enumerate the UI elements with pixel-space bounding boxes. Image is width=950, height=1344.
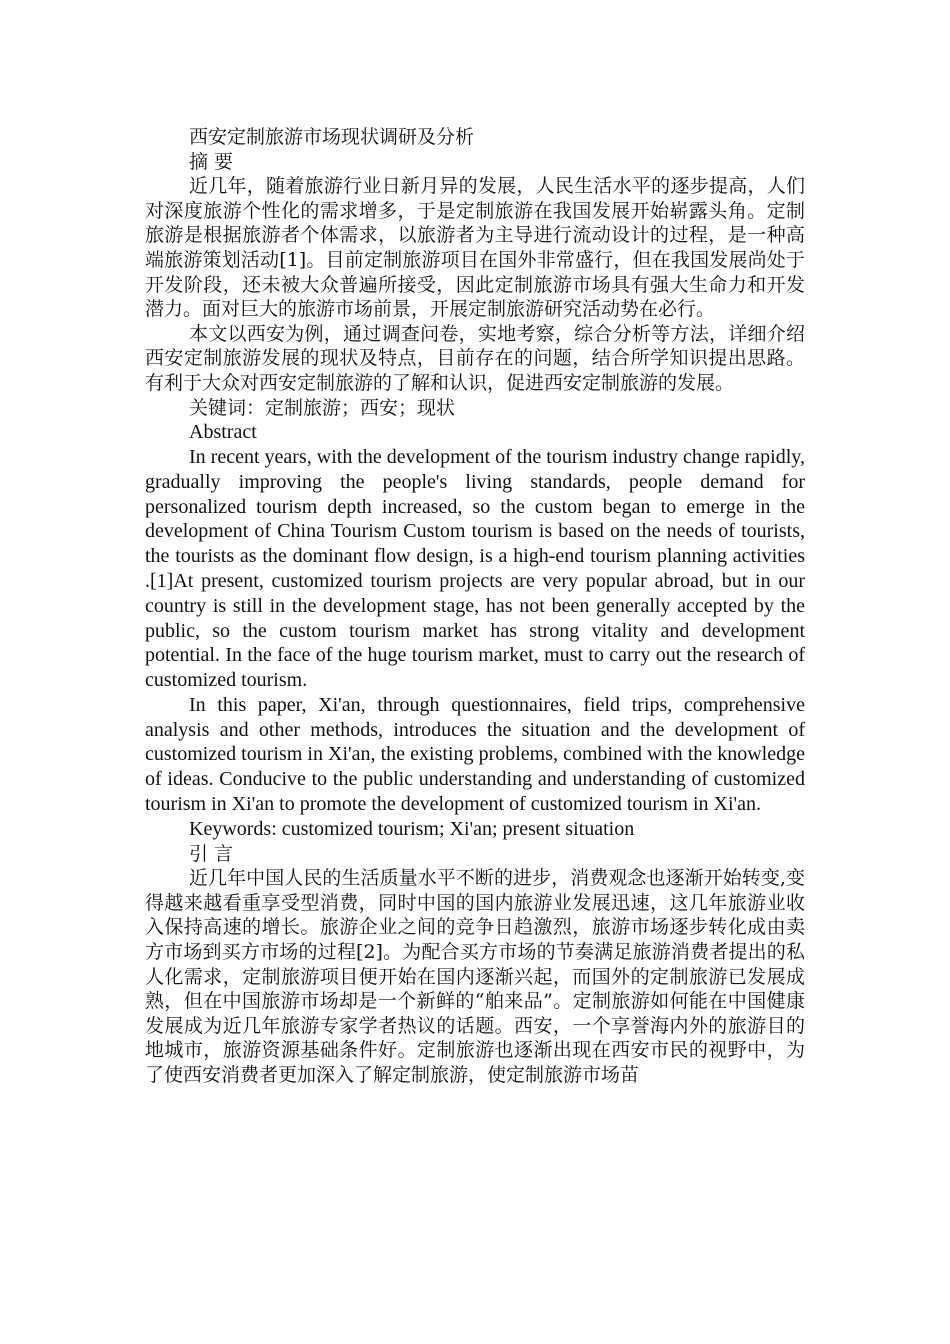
abstract-en-paragraph-1: In recent years, with the development of the tourism industry change rapidly, gradually improving the people's living standards, people demand for personalized tourism depth increased, so the custom began to emerge in the development of China Tourism Custom tourism is based on the needs of tourists, the tourists as the dominant flow design, is a high-end tourism planning activities .[1]At present, customized tourism projects are very popular abroad, but in our country is still in the development stage, has not been generally accepted by the public, so the custom tourism market has strong vitality and development potential. In the face of the huge tourism market, must to carry out the research of customized tourism.: [145, 445, 805, 692]
introduction-heading: 引 言: [189, 842, 234, 865]
keywords-cn: 关键词：定制旅游；西安；现状: [189, 396, 456, 419]
abstract-heading-en: Abstract: [189, 421, 257, 444]
introduction-paragraph-1: 近几年中国人民的生活质量水平不断的进步，消费观念也逐渐开始转变,变得越来越看重享受型消费，同时中国的国内旅游业发展迅速，这几年旅游业收入保持高速的增长。旅游企业之间的竞争日趋激烈，旅游市场逐步转化成由卖方市场到买方市场的过程[2]。为配合买方市场的节奏满足旅游消费者提出的私人化需求，定制旅游项目便开始在国内逐渐兴起，而国外的定制旅游已发展成熟，但在中国旅游市场却是一个新鲜的“舶来品”。定制旅游如何能在中国健康发展成为近几年旅游专家学者热议的话题。西安，一个享誉海内外的旅游目的地城市，旅游资源基础条件好。定制旅游也逐渐出现在西安市民的视野中，为了使西安消费者更加深入了解定制旅游，使定制旅游市场苗: [145, 867, 805, 1087]
abstract-en-paragraph-2: In this paper, Xi'an, through questionnaires, field trips, comprehensive analysis and other methods, introduces the situation and the development of customized tourism in Xi'an, the existing problems, combined with the knowledge of ideas. Conducive to the public understanding and understanding of customized tourism in Xi'an to promote the development of customized tourism in Xi'an.: [145, 693, 805, 816]
keywords-en: Keywords: customized tourism; Xi'an; present situation: [189, 817, 635, 840]
abstract-cn-paragraph-1: 近几年，随着旅游行业日新月异的发展，人民生活水平的逐步提高，人们对深度旅游个性化的需求增多，于是定制旅游在我国发展开始崭露头角。定制旅游是根据旅游者个体需求，以旅游者为主导进行流动设计的过程，是一种高端旅游策划活动[1]。目前定制旅游项目在国外非常盛行，但在我国发展尚处于开发阶段，还未被大众普遍所接受，因此定制旅游市场具有强大生命力和开发潜力。面对巨大的旅游市场前景，开展定制旅游研究活动势在必行。: [145, 175, 805, 321]
abstract-cn-paragraph-2: 本文以西安为例，通过调查问卷，实地考察，综合分析等方法，详细介绍西安定制旅游发展的现状及特点，目前存在的问题，结合所学知识提出思路。有利于大众对西安定制旅游的了解和认识，促进西安定制旅游的发展。: [145, 322, 805, 394]
document-title: 西安定制旅游市场现状调研及分析: [189, 126, 475, 148]
document-page: [145, 125, 805, 1088]
abstract-heading-cn: 摘 要: [189, 150, 234, 173]
